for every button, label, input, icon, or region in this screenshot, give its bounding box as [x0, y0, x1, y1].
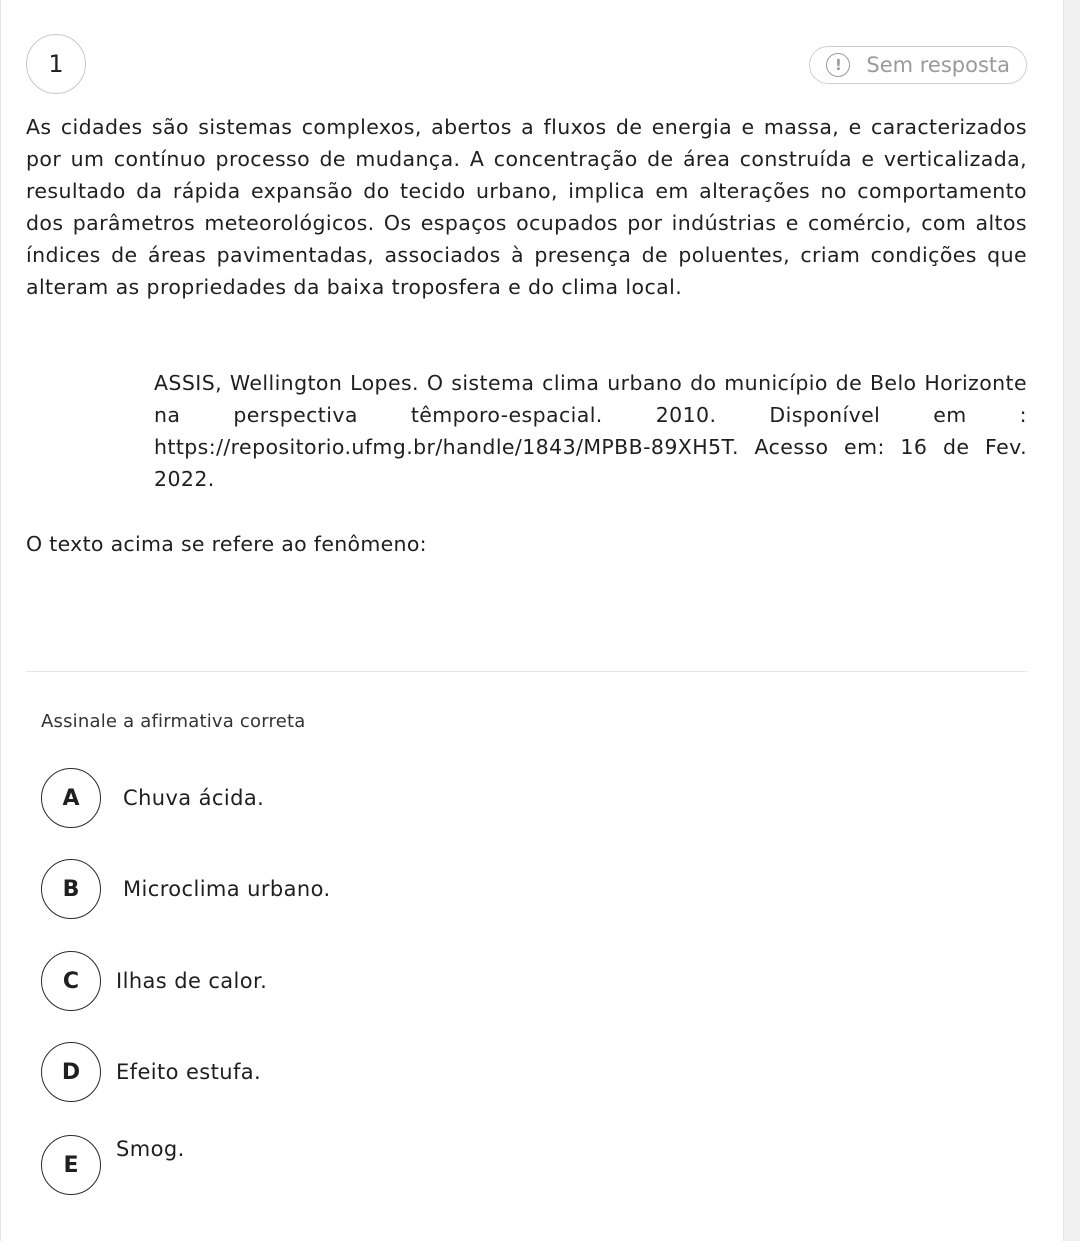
- option-text[interactable]: Ilhas de calor.: [116, 969, 268, 993]
- option-text[interactable]: Chuva ácida.: [123, 786, 265, 810]
- option-text[interactable]: Microclima urbano.: [123, 877, 331, 901]
- option-letter[interactable]: C: [41, 951, 101, 1011]
- option-d[interactable]: [41, 1042, 261, 1102]
- option-letter[interactable]: A: [41, 768, 101, 828]
- status-label: Sem resposta: [866, 53, 1010, 77]
- scrollbar[interactable]: [1063, 0, 1080, 1241]
- question-number: 1: [26, 34, 86, 94]
- question-body: As cidades são sistemas complexos, abertos a fluxos de energia e massa, e caracterizados por um contínuo processo de mudança. A concentração de área construída e verticalizada, resultado da rápida expansão do tecido urbano, implica em alterações no comportamento dos parâmetros meteorológicos. Os espaços ocupados por indústrias e comércio, com altos índices de áreas pavimentadas, associados à presença de poluentes, criam condições que alteram as propriedades da baixa troposfera e do clima local.: [26, 115, 1027, 299]
- option-e[interactable]: [41, 1135, 185, 1195]
- status-badge: [809, 46, 1027, 84]
- option-text[interactable]: Efeito estufa.: [116, 1060, 262, 1084]
- option-letter[interactable]: E: [41, 1135, 101, 1195]
- answer-instruction: Assinale a afirmativa correta: [41, 711, 306, 732]
- option-text[interactable]: Smog.: [116, 1137, 185, 1161]
- divider: [26, 671, 1027, 672]
- question-card: [26, 0, 1027, 1241]
- option-b[interactable]: [41, 859, 331, 919]
- question-prompt: O texto acima se refere ao fenômeno:: [26, 532, 427, 556]
- question-citation: ASSIS, Wellington Lopes. O sistema clima urbano do município de Belo Horizonte na perspectiva têmporo-espacial. 2010. Disponível em : https://repositorio.ufmg.br/handle/1843/MPBB-89XH5T. Acesso em: 16 de Fev. 2022.: [154, 371, 1027, 491]
- option-letter[interactable]: D: [41, 1042, 101, 1102]
- option-c[interactable]: [41, 951, 267, 1011]
- option-a[interactable]: [41, 768, 264, 828]
- alert-icon: !: [826, 53, 850, 77]
- option-letter[interactable]: B: [41, 859, 101, 919]
- page-left-border: [0, 0, 1, 1241]
